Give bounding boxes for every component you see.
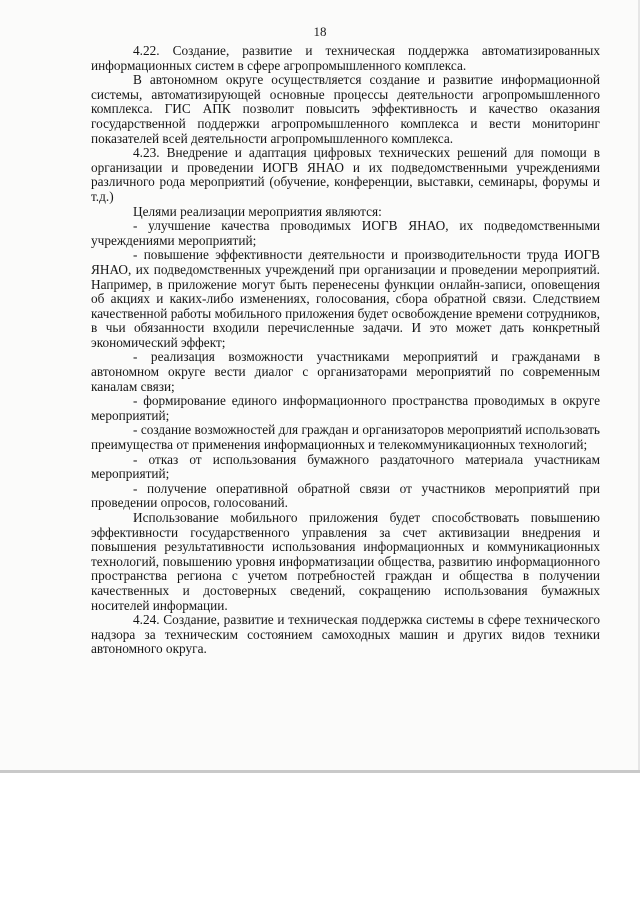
page-body (91, 44, 600, 657)
paragraph-4-22-heading: 4.22. Создание, развитие и техническая поддержка автоматизированных информационных систем в сфере агропромышленного комплекса. (91, 43, 600, 73)
paragraph-mobile-app: Использование мобильного приложения будет способствовать повышению эффективности государственного управления за счет активизации внедрения и повышения результативности использования информационных и коммуникационных технологий, повышению уровня информатизации общества, развитию информационного пространства региона с учетом потребностей граждан и общества в получении качественных и достоверных сведений, сокращению использования бумажных носителей информации. (91, 510, 600, 613)
paragraph-4-24-heading: 4.24. Создание, развитие и техническая поддержка системы в сфере технического надзора за техническим состоянием самоходных машин и других видов техники автономного округа. (91, 612, 600, 657)
page-bottom-edge (0, 770, 640, 773)
list-item-paperless: - отказ от использования бумажного раздаточного материала участникам мероприятий; (91, 451, 600, 482)
list-item-dialog: - реализация возможности участниками мероприятий и гражданами в автономном округе вести диалог с организаторами мероприятий по современным каналам связи; (91, 349, 600, 394)
list-item-opportunities: - создание возможностей для граждан и организаторов мероприятий использовать преимущества от применения информационных и телекоммуникационных технологий; (91, 422, 600, 453)
paragraph-gis-apk: В автономном округе осуществляется создание и развитие информационной системы, автоматизирующей основные процессы деятельности агропромышленного комплекса. ГИС АПК позволит повысить эффективность и качество оказания государственной поддержки агропромышленного комплекса и вести мониторинг показателей всей деятельности агропромышленного комплекса. (91, 72, 600, 146)
list-item-quality: - улучшение качества проводимых ИОГВ ЯНАО, их подведомственными учреждениями мероприятий; (91, 218, 600, 248)
list-item-efficiency: - повышение эффективности деятельности и производительности труда ИОГВ ЯНАО, их подведомственных учреждений при организации и проведении мероприятий. Например, в приложение могут быть перенесены функции онлайн-записи, оповещения об акциях и каких-либо изменениях, голосования, сбора обратной связи. Следствием качественной работы мобильного приложения будет освобождение времени сотрудников, в чьи обязанности входили перечисленные задачи. И это может дать конкретный экономический эффект; (91, 247, 600, 350)
page-number: 18 (313, 24, 327, 39)
list-item-feedback: - получение оперативной обратной связи от участников мероприятий при проведении опросов, голосований. (91, 480, 600, 511)
list-item-info-space: - формирование единого информационного пространства проводимых в округе мероприятий; (91, 393, 600, 423)
paragraph-goals-intro: Целями реализации мероприятия являются: (133, 203, 382, 219)
paragraph-4-23-heading: 4.23. Внедрение и адаптация цифровых технических решений для помощи в организации и проведении ИОГВ ЯНАО и их подведомственными учреждениями различного рода мероприятий (обучение, конференции, выставки, семинары, форумы и т.д.) (91, 145, 600, 204)
